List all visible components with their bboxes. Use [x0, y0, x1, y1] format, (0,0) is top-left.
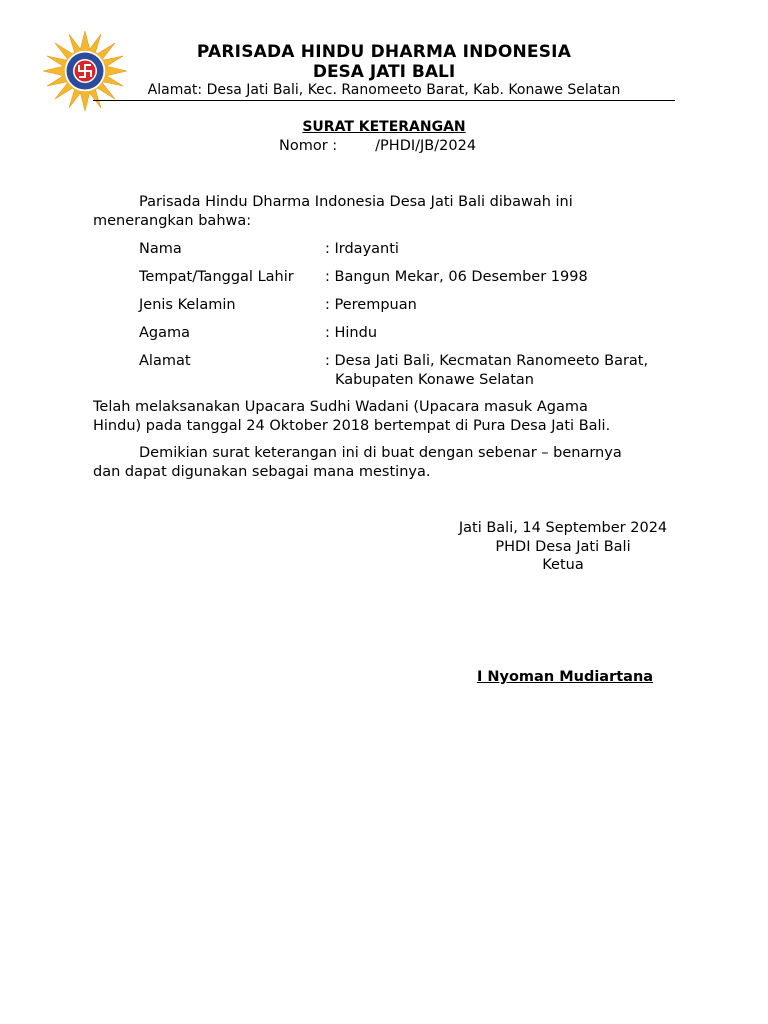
field-value: : Hindu	[325, 325, 378, 341]
field-row-nama	[139, 240, 685, 259]
field-row-ttl	[139, 268, 685, 287]
field-value: : Perempuan	[325, 297, 417, 313]
body-line-1: Telah melaksanakan Upacara Sudhi Wadani (Upacara masuk Agama	[93, 399, 588, 415]
body-line-2: Hindu) pada tanggal 24 Oktober 2018 bertempat di Pura Desa Jati Bali.	[93, 417, 611, 434]
intro-line-2: menerangkan bahwa:	[93, 212, 252, 229]
closing-line-2: dan dapat digunakan sebagai mana mestinya.	[93, 463, 431, 480]
signature-position: Ketua	[542, 557, 584, 573]
field-row-agama	[139, 324, 685, 343]
document-title: SURAT KETERANGAN	[302, 119, 466, 135]
number-value: /PHDI/JB/2024	[375, 138, 477, 154]
field-label: Jenis Kelamin	[139, 297, 236, 313]
field-value-line-2: Kabupaten Konawe Selatan	[335, 371, 534, 388]
signature-org: PHDI Desa Jati Bali	[495, 538, 631, 555]
org-address: Alamat: Desa Jati Bali, Kec. Ranomeeto Barat, Kab. Konawe Selatan	[147, 82, 621, 98]
header-divider	[93, 100, 675, 101]
signer-name: I Nyoman Mudiartana	[476, 669, 654, 685]
field-value: : Irdayanti	[325, 241, 399, 257]
intro-paragraph	[93, 193, 675, 230]
org-subtitle: DESA JATI BALI	[312, 62, 456, 82]
closing-paragraph	[93, 444, 675, 481]
intro-line-1: Parisada Hindu Dharma Indonesia Desa Jati Bali dibawah ini	[139, 194, 573, 210]
org-name: PARISADA HINDU DHARMA INDONESIA	[196, 42, 572, 62]
number-label: Nomor :	[279, 138, 338, 154]
field-value-line-1: : Desa Jati Bali, Kecmatan Ranomeeto Barat,	[325, 353, 649, 369]
field-label: Alamat	[139, 353, 191, 369]
field-row-jenis-kelamin	[139, 296, 685, 315]
signature-place-date: Jati Bali, 14 September 2024	[458, 520, 668, 536]
field-label: Tempat/Tanggal Lahir	[139, 269, 294, 285]
body-paragraph	[93, 398, 675, 435]
document-number	[279, 137, 476, 155]
field-label: Agama	[139, 325, 191, 341]
field-row-alamat	[139, 352, 685, 389]
closing-line-1: Demikian surat keterangan ini di buat dengan sebenar – benarnya	[139, 445, 622, 461]
field-value	[325, 352, 685, 389]
field-value: : Bangun Mekar, 06 Desember 1998	[325, 269, 588, 285]
field-label: Nama	[139, 241, 182, 257]
signature-block	[440, 519, 686, 575]
